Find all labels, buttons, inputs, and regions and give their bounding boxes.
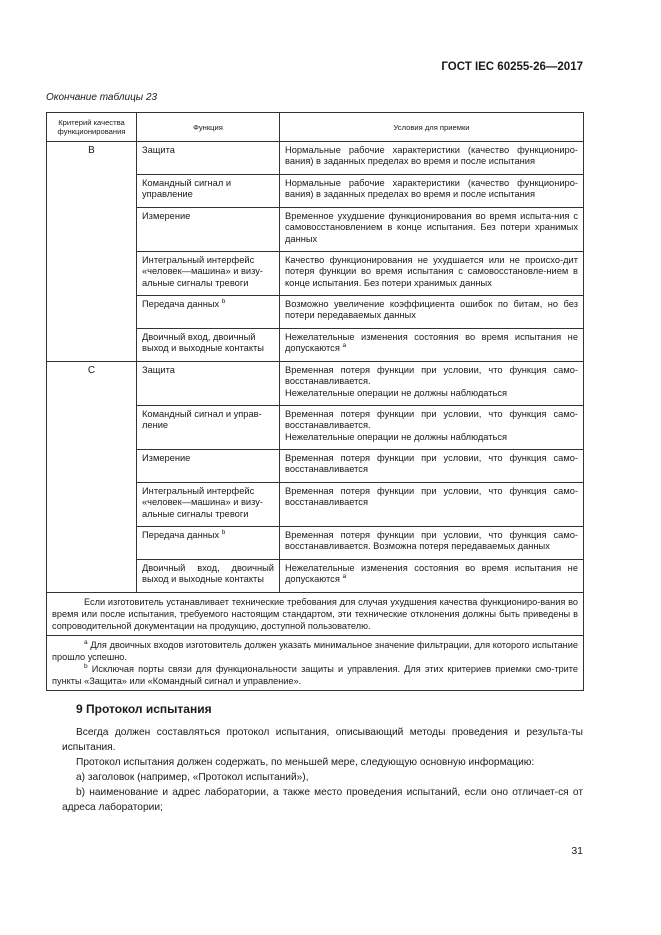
footnote-mark: a [342, 342, 347, 350]
footnote-mark: a [342, 573, 347, 581]
column-header: Функция [137, 113, 280, 142]
table-footnotes [47, 636, 584, 691]
footnote [52, 663, 578, 687]
function-cell: Защита [137, 142, 280, 175]
condition-text: Временная потеря функции при условии, что функция само-восстанавливается. [285, 409, 578, 431]
condition-text: Нежелательные операции не должны наблюдаться [285, 431, 508, 442]
condition-text: Нежелательные изменения состояния во время испытания не допускаются [285, 332, 578, 354]
condition-cell: Качество функционирования не ухудшается или не происхо-дит потеря функции во время испытания с самовосстановле-нием в конце испытания. Без потери хранимых данных [280, 252, 584, 296]
condition-cell: Возможно увеличение коэффициента ошибок по битам, но без потери передаваемых данных [280, 296, 584, 329]
condition-text: Временная потеря функции при условии, что функция само-восстанавливается. [285, 365, 578, 387]
condition-text: Нежелательные изменения состояния во время испытания не допускаются [285, 563, 578, 585]
column-header: Критерий качества функционирования [47, 113, 137, 142]
condition-cell [280, 560, 584, 593]
footnote-text: Для двоичных входов изготовитель должен указать минимальное значение фильтрации, для которого испытание прошло успешно. [52, 640, 578, 662]
section-title: 9 Протокол испытания [76, 702, 212, 716]
table-note-row [47, 593, 584, 636]
condition-cell: Нормальные рабочие характеристики (качество функциониро-вания) в заданных пределах во время и после испытания [280, 175, 584, 208]
function-cell: Интегральный интерфейс «человек—машина» и визу-альные сигналы тревоги [137, 252, 280, 296]
column-header: Условия для приемки [280, 113, 584, 142]
table-note [47, 593, 584, 636]
footnote [52, 639, 578, 663]
condition-cell: Временная потеря функции при условии, что функция само-восстанавливается [280, 450, 584, 483]
function-cell: Двоичный вход, двоичный выход и выходные контакты [137, 560, 280, 593]
function-cell: Командный сигнал и управ-ление [137, 406, 280, 450]
condition-cell: Временная потеря функции при условии, что функция само-восстанавливается. Возможна потеря передаваемых данных [280, 527, 584, 560]
table-header-row [47, 113, 584, 142]
function-text: Передача данных [142, 299, 220, 309]
table-caption: Окончание таблицы 23 [46, 92, 158, 103]
function-cell [137, 296, 280, 329]
condition-cell: Временная потеря функции при условии, что функция само-восстанавливается [280, 483, 584, 527]
function-cell: Двоичный вход, двоичный выход и выходные контакты [137, 329, 280, 362]
criteria-table [46, 112, 584, 691]
paragraph: Всегда должен составляться протокол испытания, описывающий методы проведения и результа-ты испытания. [62, 727, 583, 753]
condition-cell [280, 329, 584, 362]
condition-cell [280, 362, 584, 406]
criterion-cell: B [47, 142, 137, 362]
condition-cell: Нормальные рабочие характеристики (качество функциониро-вания) в заданных пределах во время и после испытания [280, 142, 584, 175]
note-text: Если изготовитель устанавливает технические требования для случая ухудшения качества функциониро-вания во время или после испытания, требуемого настоящим стандартом, эти технические отклонения должны быть приведены в сопроводительной документации на продукцию, доступной пользователю. [52, 597, 578, 631]
footnote-mark: b [84, 662, 88, 670]
table-footnotes-row [47, 636, 584, 691]
footnote-text: Исключая порты связи для функциональности защиты и управления. Для этих критериев приемки смо-трите пункты «Защита» или «Командный сигнал и управление». [52, 664, 578, 686]
function-cell: Интегральный интерфейс «человек—машина» и визу-альные сигналы тревоги [137, 483, 280, 527]
list-item: a) заголовок (например, «Протокол испытаний»), [76, 772, 309, 783]
paragraph: Протокол испытания должен содержать, по меньшей мере, следующую основную информацию: [76, 757, 535, 768]
footnote-mark: b [221, 528, 226, 536]
function-cell: Измерение [137, 450, 280, 483]
function-cell [137, 527, 280, 560]
page-number: 31 [571, 845, 583, 857]
function-cell: Защита [137, 362, 280, 406]
function-cell: Командный сигнал и управление [137, 175, 280, 208]
criterion-cell: C [47, 362, 137, 593]
table-row [47, 362, 584, 406]
footnote-mark: b [221, 297, 226, 305]
standard-header: ГОСТ IEC 60255-26—2017 [441, 61, 583, 73]
footnote-mark: a [84, 638, 88, 646]
table-row [47, 142, 584, 175]
function-text: Передача данных [142, 530, 220, 540]
section-body [62, 725, 583, 815]
condition-cell: Временное ухудшение функционирования во время испыта-ния с самовосстановлением в конце испытания. Без потери хранимых данных [280, 208, 584, 252]
condition-cell [280, 406, 584, 450]
condition-text: Нежелательные операции не должны наблюдаться [285, 387, 508, 398]
function-cell: Измерение [137, 208, 280, 252]
list-item: b) наименование и адрес лаборатории, а также место проведения испытаний, если оно отличает-ся от адреса лаборатории; [62, 787, 583, 813]
